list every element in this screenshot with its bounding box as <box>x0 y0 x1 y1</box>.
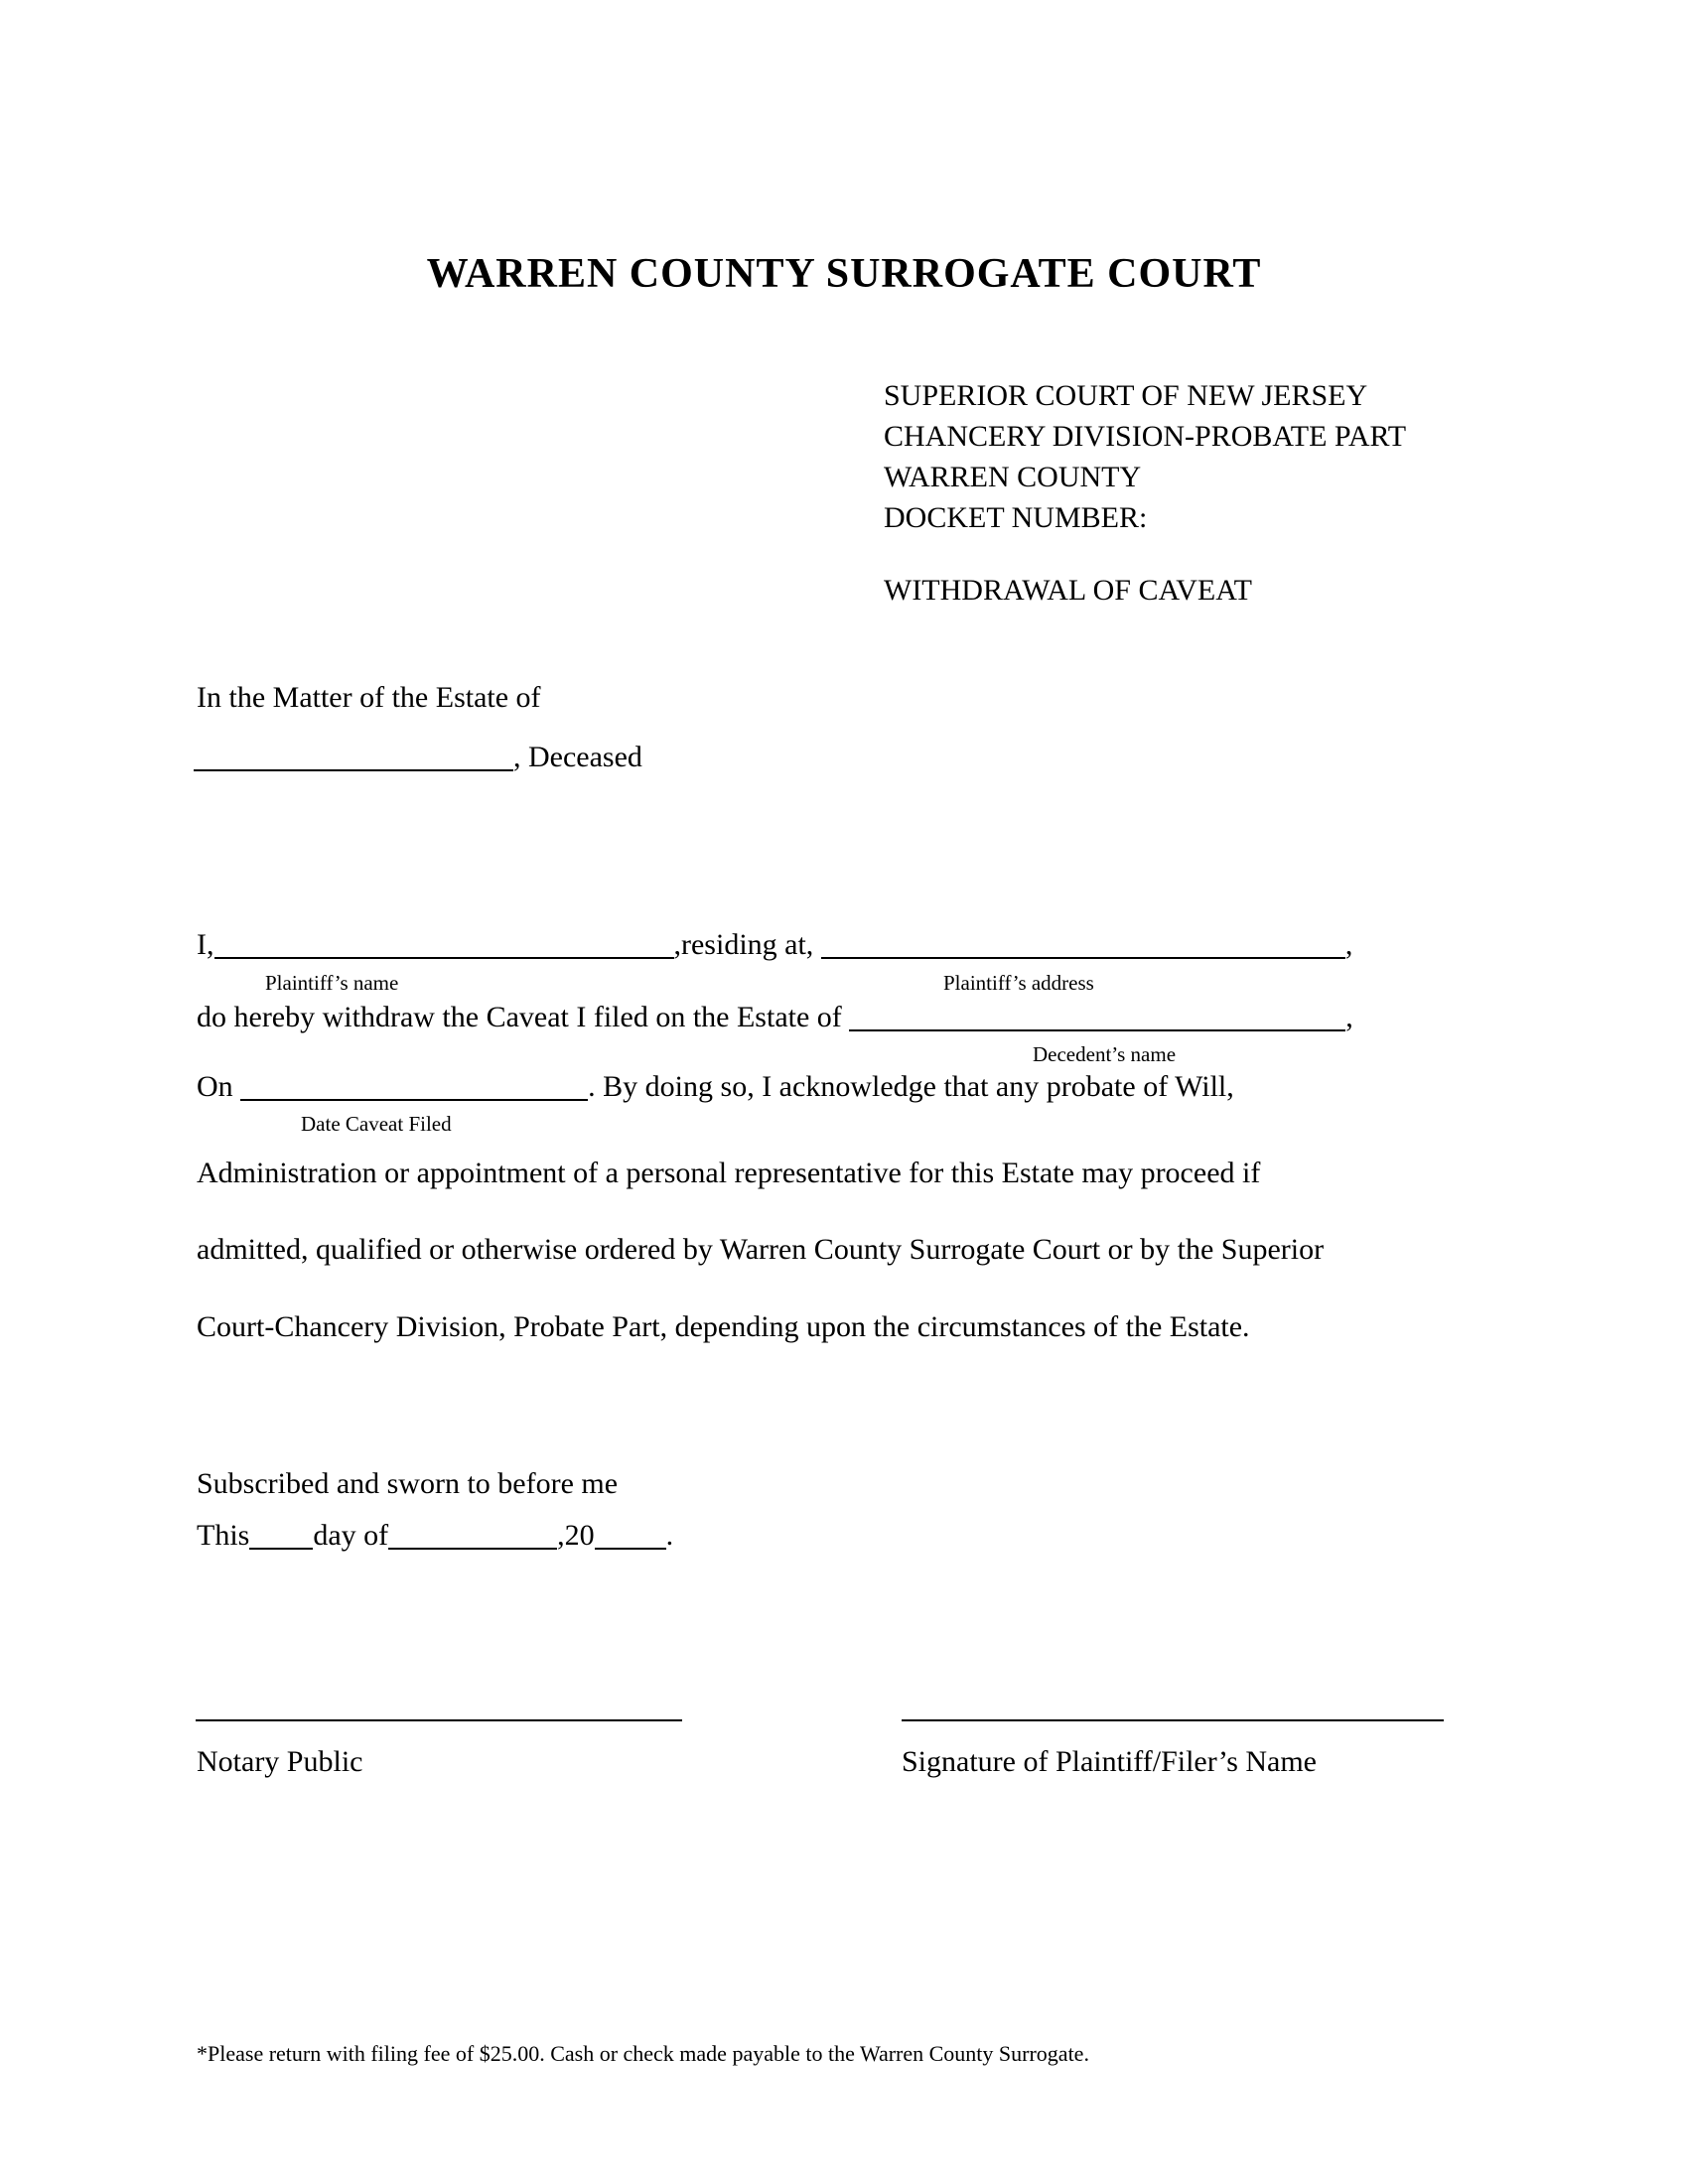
document-title: WITHDRAWAL OF CAVEAT <box>884 574 1252 607</box>
paragraph-line-2: admitted, qualified or otherwise ordered by Warren County Surrogate Court or by the Superior <box>197 1233 1325 1266</box>
plaintiff-address-blank <box>821 949 1345 959</box>
court-line-3: WARREN COUNTY <box>884 461 1142 493</box>
date-caveat-filed-label: Date Caveat Filed <box>301 1112 452 1136</box>
line2-suffix: , <box>1345 1001 1353 1033</box>
date-jurat-line <box>197 1519 673 1553</box>
line2-prefix: do hereby withdraw the Caveat I filed on the Estate of <box>197 1001 850 1033</box>
plaintiff-signature-rule <box>902 1719 1444 1721</box>
line1-prefix: I, <box>197 928 214 961</box>
line3-suffix: . By doing so, I acknowledge that any probate of Will, <box>588 1070 1234 1103</box>
notary-public-label: Notary Public <box>197 1745 363 1778</box>
jurat-year-blank <box>595 1540 666 1550</box>
court-line-1: SUPERIOR COURT OF NEW JERSEY <box>884 379 1368 412</box>
page-title: WARREN COUNTY SURROGATE COURT <box>426 251 1262 297</box>
plaintiff-name-label: Plaintiff’s name <box>265 971 399 995</box>
jurat-day-blank <box>249 1540 313 1550</box>
jurat-this: This <box>197 1519 250 1552</box>
deceased-line <box>194 741 642 774</box>
deceased-suffix: , Deceased <box>513 741 642 773</box>
body-line-2 <box>197 1001 1353 1034</box>
jurat-terminator: . <box>665 1519 674 1552</box>
date-caveat-filed-blank <box>240 1091 588 1101</box>
jurat-month-blank <box>388 1540 557 1550</box>
court-line-2: CHANCERY DIVISION-PROBATE PART <box>884 420 1407 453</box>
jurat-day-of: day of <box>313 1519 389 1552</box>
docket-number-line: DOCKET NUMBER: <box>884 501 1148 534</box>
line1-suffix: , <box>1344 928 1353 961</box>
line3-prefix: On <box>197 1070 241 1103</box>
estate-caption-intro: In the Matter of the Estate of <box>197 681 541 714</box>
estate-decedent-blank <box>849 1022 1345 1031</box>
decedent-name-label: Decedent’s name <box>1033 1042 1177 1066</box>
paragraph-line-3: Court-Chancery Division, Probate Part, depending upon the circumstances of the Estate. <box>197 1310 1250 1343</box>
subscribed-sworn-line: Subscribed and sworn to before me <box>197 1467 619 1500</box>
line1-mid: ,residing at, <box>673 928 814 961</box>
plaintiff-name-blank <box>214 949 674 959</box>
jurat-year-prefix: ,20 <box>557 1519 595 1552</box>
decedent-name-blank <box>194 761 513 771</box>
body-line-1 <box>197 928 1352 962</box>
notary-signature-rule <box>196 1719 682 1721</box>
body-line-3 <box>197 1070 1234 1104</box>
paragraph-line-1: Administration or appointment of a personal representative for this Estate may proceed if <box>197 1157 1261 1189</box>
court-heading-block <box>884 375 1406 611</box>
filing-fee-note: *Please return with filing fee of $25.00. Cash or check made payable to the Warren County Surrogate. <box>197 2041 1089 2066</box>
plaintiff-address-label: Plaintiff’s address <box>943 971 1094 995</box>
plaintiff-signature-label: Signature of Plaintiff/Filer’s Name <box>902 1745 1317 1778</box>
